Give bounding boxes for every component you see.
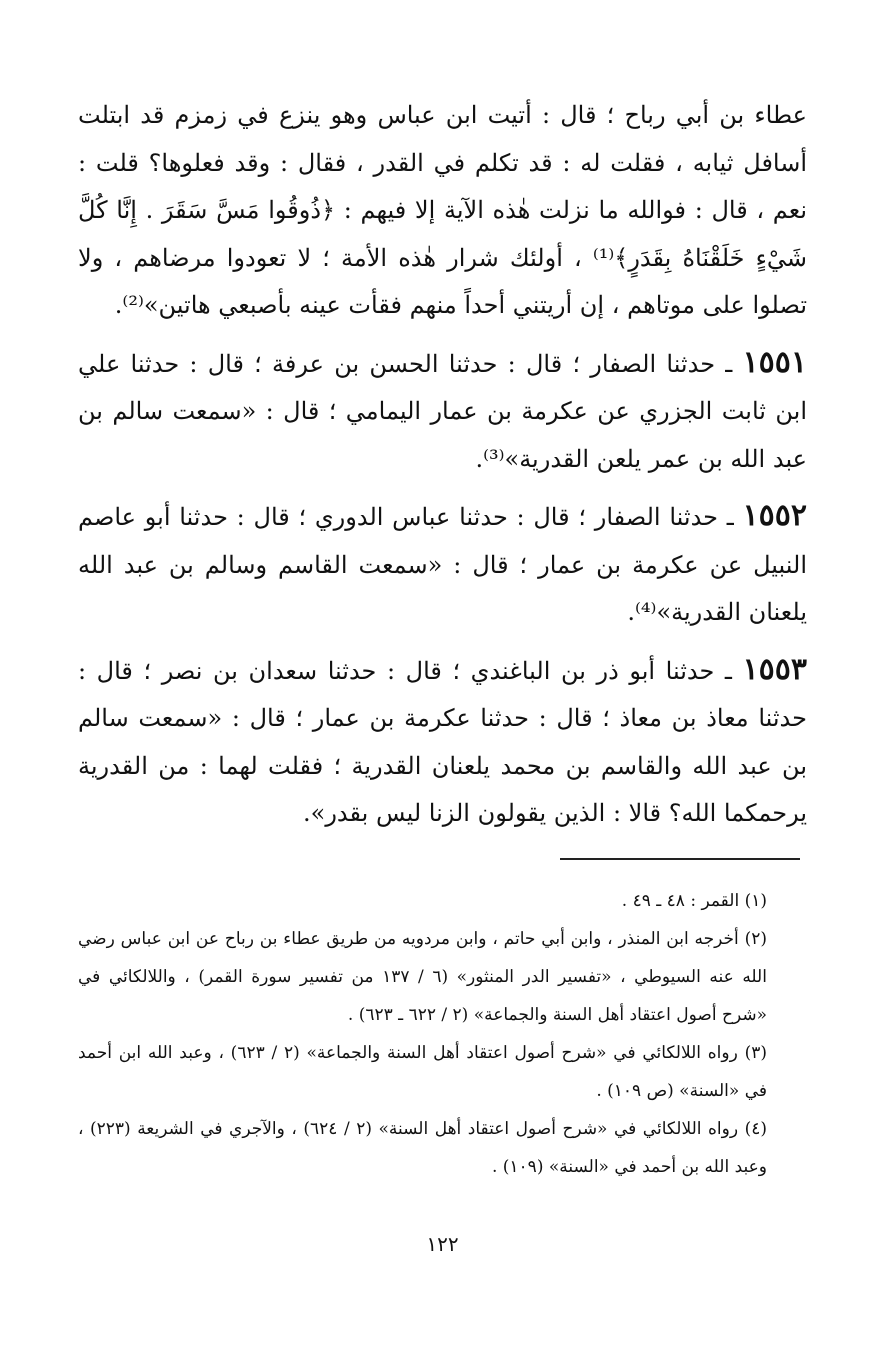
paragraph-1551 xyxy=(78,339,807,484)
paragraph-text: ـ حدثنا الصفار ؛ قال : حدثنا عباس الدوري ؛ قال : حدثنا أبو عاصم النبيل عن عكرمة بن عمار ؛ قال : «سمعت القاسم وسالم بن عبد الله يلعنان القدرية»⁽⁴⁾. xyxy=(78,503,807,626)
paragraph-1553 xyxy=(78,646,807,838)
footnotes xyxy=(78,882,807,1186)
footnote-3: (٣) رواه اللالكائي في «شرح أصول اعتقاد أهل السنة والجماعة» (٢ / ٦٢٣) ، وعبد الله ابن أحمد في «السنة» (ص ١٠٩) . xyxy=(78,1043,767,1101)
hadith-number: ١٥٥١ xyxy=(742,344,807,380)
footnote-1: (١) القمر : ٤٨ ـ ٤٩ . xyxy=(621,891,767,911)
page-number: ١٢٢ xyxy=(426,1232,459,1256)
main-text xyxy=(78,92,807,838)
footnote-2: (٢) أخرجه ابن المنذر ، وابن أبي حاتم ، وابن مردويه من طريق عطاء بن رباح عن ابن عباس رضي الله عنه السيوطي ، «تفسير الدر المنثور» (٦ / ١٣٧ من تفسير سورة القمر) ، واللالكائي في «شرح أصول اعتقاد أهل السنة والجماعة» (٢ / ٦٢٢ ـ ٦٢٣) . xyxy=(78,929,767,1025)
paragraph-continuation xyxy=(78,92,807,330)
paragraph-text: عطاء بن أبي رباح ؛ قال : أتيت ابن عباس وهو ينزع في زمزم قد ابتلت أسافل ثيابه ، فقلت له : قد تكلم في القدر ، فقال : وقد فعلوها؟ قلت : نعم ، قال : فوالله ما نزلت هٰذه الآية إلا فيهم : ﴿ذُوقُوا مَسَّ سَقَرَ . إِنَّا كُلَّ شَيْءٍ خَلَقْنَاهُ بِقَدَرٍ﴾⁽¹⁾ ، أولئك شرار هٰذه الأمة ؛ لا تعودوا مرضاهم ، ولا تصلوا على موتاهم ، إن أريتني أحداً منهم فقأت عينه بأصبعي هاتين»⁽²⁾. xyxy=(78,101,808,319)
footnote-4: (٤) رواه اللالكائي في «شرح أصول اعتقاد أهل السنة» (٢ / ٦٢٤) ، والآجري في الشريعة (٢٢٣) ، وعبد الله بن أحمد في «السنة» (١٠٩) . xyxy=(78,1119,767,1177)
hadith-number: ١٥٥٢ xyxy=(742,498,807,533)
hadith-number: ١٥٥٣ xyxy=(742,651,807,687)
paragraph-text: ـ حدثنا الصفار ؛ قال : حدثنا الحسن بن عرفة ؛ قال : حدثنا علي ابن ثابت الجزري عن عكرمة بن عمار اليمامي ؛ قال : «سمعت سالم بن عبد الله بن عمر يلعن القدرية»⁽³⁾. xyxy=(78,349,807,473)
paragraph-1552 xyxy=(78,492,807,637)
footnote-divider xyxy=(560,858,800,860)
paragraph-text: ـ حدثنا أبو ذر بن الباغندي ؛ قال : حدثنا سعدان بن نصر ؛ قال : حدثنا معاذ بن معاذ ؛ قال : حدثنا عكرمة بن عمار ؛ قال : «سمعت سالم بن عبد الله والقاسم بن محمد يلعنان القدرية ؛ فقلت لهما : من القدرية يرحمكما الله؟ قالا : الذين يقولون الزنا ليس بقدر». xyxy=(78,656,807,827)
